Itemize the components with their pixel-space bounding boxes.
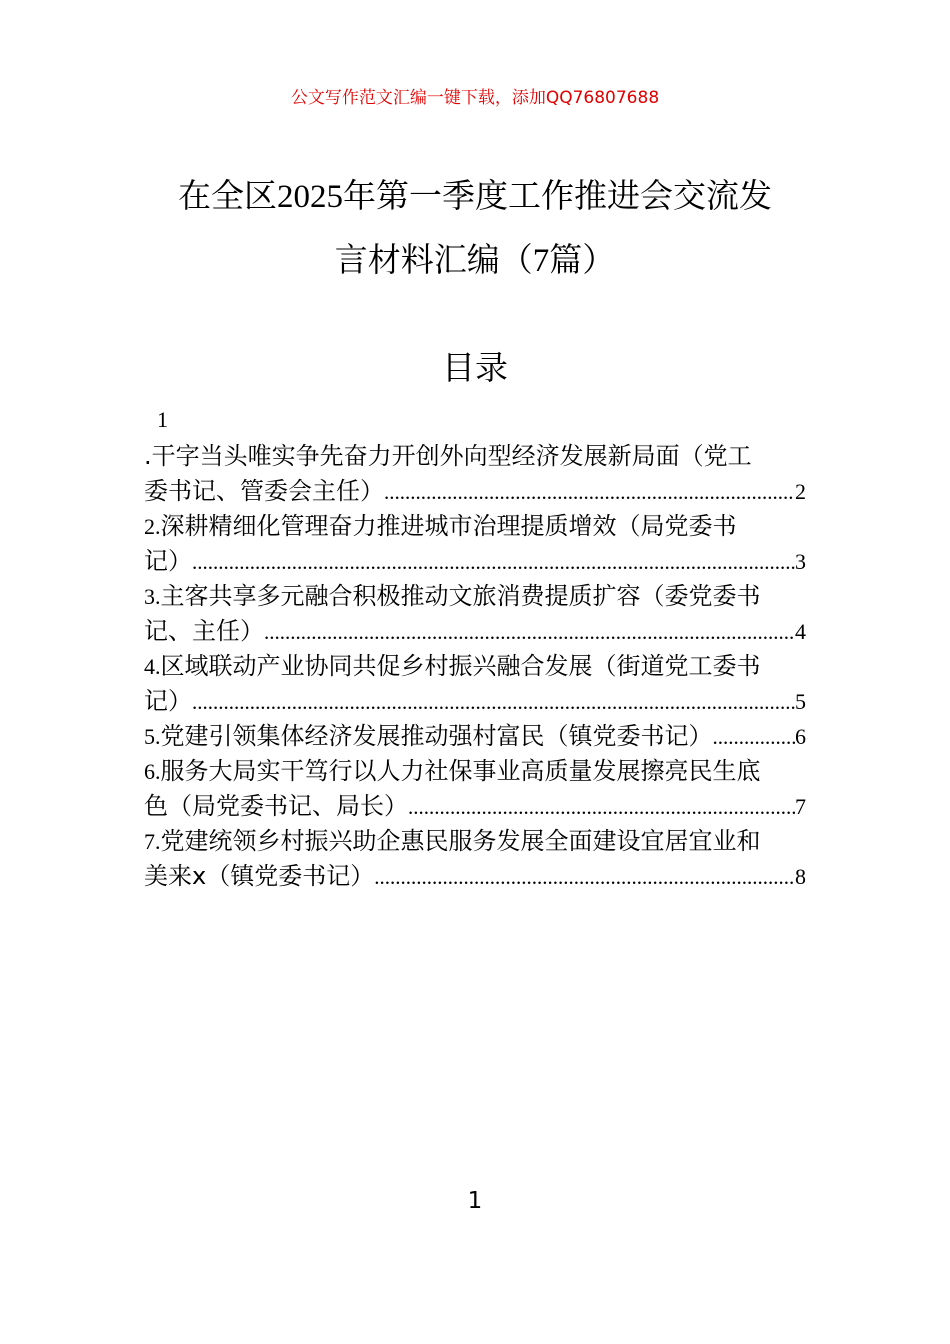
- toc-entry-3[interactable]: [144, 579, 806, 649]
- toc-leader-dots: [384, 475, 795, 510]
- toc-first-number: 1: [157, 407, 168, 432]
- document-title: [100, 165, 850, 293]
- toc-entry-title-tail: 记）: [144, 687, 192, 715]
- toc-entry-title-line: [144, 649, 806, 684]
- toc-entry-number: 2.: [144, 514, 161, 539]
- toc-entry-title-text: 深耕精细化管理奋力推进城市治理提质增效（局党委书: [160, 512, 737, 540]
- toc-entry-title-line: .干字当头唯实争先奋力开创外向型经济发展新局面（党工: [144, 442, 752, 470]
- toc-entry-title-tail: 色（局党委书记、局长）: [144, 792, 408, 820]
- toc-leader-dots: [713, 720, 796, 755]
- toc-leader-dots: [192, 545, 795, 580]
- toc-leader-dots: [192, 685, 795, 720]
- toc-entry-title-line: [144, 754, 806, 789]
- download-note: 公文写作范文汇编一键下载，添加QQ76807688: [290, 88, 660, 108]
- toc-entry-title-tail: 美来x（镇党委书记）: [144, 862, 375, 890]
- toc-page-number: 5: [795, 689, 806, 714]
- toc-page-number: 8: [795, 864, 806, 889]
- toc-entry-title-tail: 委书记、管委会主任）: [144, 477, 384, 505]
- toc-leader-dots: [264, 615, 795, 650]
- toc-page-number: 2: [795, 479, 806, 504]
- toc-leader-dots: [408, 790, 795, 825]
- toc-page-number: 3: [795, 549, 806, 574]
- toc-entry-1[interactable]: [144, 439, 806, 509]
- page-number-footer: 1: [467, 1188, 483, 1214]
- toc-entry-title-line: [144, 579, 806, 614]
- toc-page-number: 6: [795, 724, 806, 749]
- toc-entry-title-line: [144, 509, 806, 544]
- toc-entry-6[interactable]: [144, 754, 806, 824]
- toc-entry-title-text: 主客共享多元融合积极推动文旅消费提质扩容（委党委书: [160, 582, 761, 610]
- toc-entry-title-tail: 记）: [144, 547, 192, 575]
- toc-entry-7[interactable]: [144, 824, 806, 894]
- toc-page-number: 4: [795, 619, 806, 644]
- toc-entry-number: 4.: [144, 654, 161, 679]
- toc-entry-2[interactable]: [144, 509, 806, 579]
- toc-entry-number: 6.: [144, 759, 161, 784]
- toc-page-number: 7: [795, 794, 806, 819]
- toc-entry-title-text: 服务大局实干笃行以人力社保事业高质量发展擦亮民生底: [160, 757, 761, 785]
- toc-entry-number: 3.: [144, 584, 161, 609]
- toc-entry-title-text: 党建统领乡村振兴助企惠民服务发展全面建设宜居宜业和: [160, 827, 761, 855]
- document-title-line-2: 言材料汇编（7篇）: [334, 243, 616, 279]
- toc-heading: 目录: [442, 348, 508, 387]
- toc-entry-4[interactable]: [144, 649, 806, 719]
- toc-entry-5[interactable]: [144, 719, 806, 754]
- toc-entry-title-line: [144, 824, 806, 859]
- table-of-contents: [144, 439, 806, 894]
- toc-entry-title-tail: 记、主任）: [144, 617, 264, 645]
- document-title-line-1: 在全区2025年第一季度工作推进会交流发: [178, 179, 772, 215]
- toc-entry-title-tail: 党建引领集体经济发展推动强村富民（镇党委书记）: [160, 722, 713, 750]
- toc-entry-number: 5.: [144, 724, 161, 749]
- toc-entry-number: 7.: [144, 829, 161, 854]
- toc-leader-dots: [374, 860, 795, 895]
- toc-entry-title-text: 区域联动产业协同共促乡村振兴融合发展（街道党工委书: [160, 652, 761, 680]
